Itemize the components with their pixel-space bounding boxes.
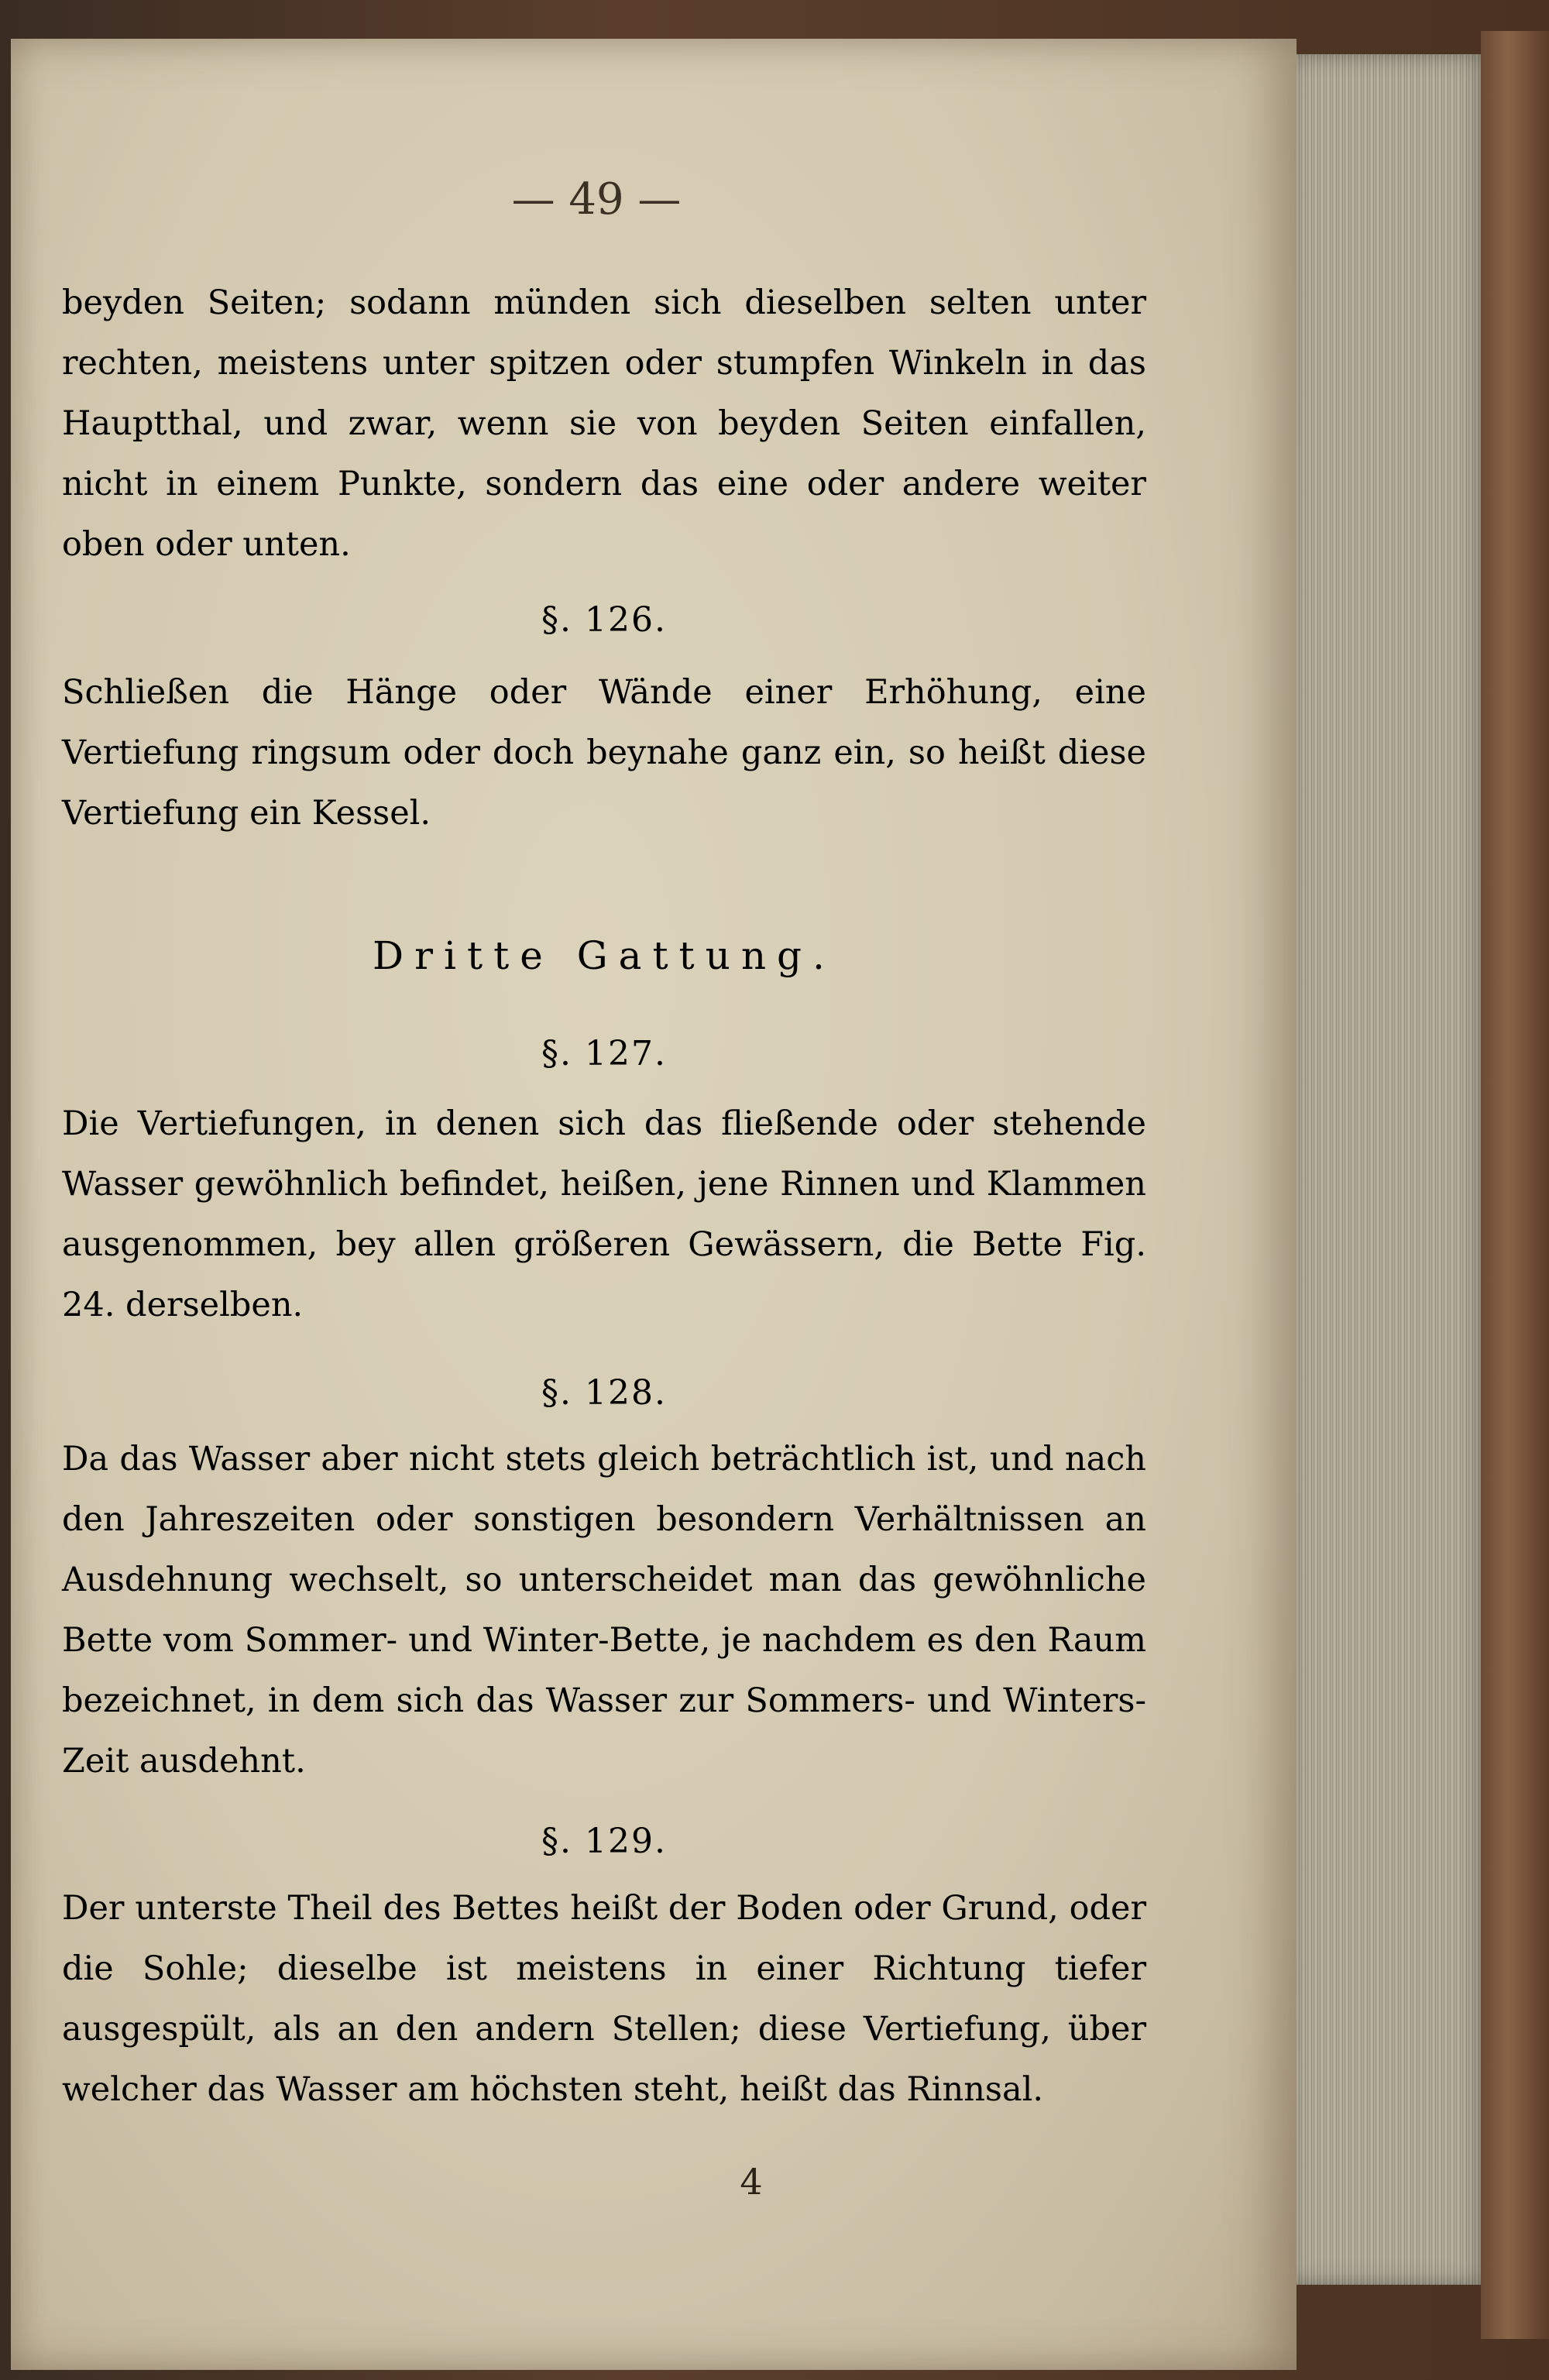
section-129-heading: §. 129. (541, 1822, 667, 1861)
paragraph-128: Da das Wasser aber nicht stets gleich beträchtlich ist, und nach den Jahreszeiten oder sonstigen besondern Verhältnissen an Ausdehnung wechselt, so unterscheidet man das gewöhnliche Bette vom Sommer- und Winter-Bette, je nachdem es den Raum bezeichnet, in dem sich das Wasser zur Sommers- und Winters-Zeit ausdehnt. (62, 1440, 1146, 1781)
paragraph-continuation: beyden Seiten; sodann münden sich dieselben selten unter rechten, meistens unter spitzen oder stumpfen Winkeln in das Hauptthal, und zwar, wenn sie von beyden Seiten einfallen, nicht in einem Punkte, sondern das eine oder andere weiter oben oder unten. (62, 283, 1146, 564)
paragraph-126: Schließen die Hänge oder Wände einer Erhöhung, eine Vertiefung ringsum oder doch beynahe ganz ein, so heißt diese Vertiefung ein Kessel. (62, 673, 1146, 833)
page-number: — 49 — (511, 174, 682, 225)
paragraph-129: Der unterste Theil des Bettes heißt der Boden oder Grund, oder die Sohle; dieselbe ist meistens in einer Richtung tiefer ausgespült, als an den andern Stellen; diese Vertiefung, über welcher das Wasser am höchsten steht, heißt das Rinnsal. (62, 1889, 1146, 2109)
page-edges (1287, 54, 1481, 2285)
section-126-heading: §. 126. (541, 600, 667, 640)
paragraph-127: Die Vertiefungen, in denen sich das fließende oder stehende Wasser gewöhnlich befindet, heißen, jene Rinnen und Klammen ausgenommen, bey allen größeren Gewässern, die Bette Fig. 24. derselben. (62, 1104, 1146, 1324)
section-128-heading: §. 128. (541, 1373, 667, 1413)
section-127-heading: §. 127. (541, 1034, 667, 1073)
chapter-heading: Dritte Gattung. (373, 933, 836, 978)
book-spine (1481, 31, 1549, 2339)
signature-mark: 4 (740, 2161, 763, 2203)
